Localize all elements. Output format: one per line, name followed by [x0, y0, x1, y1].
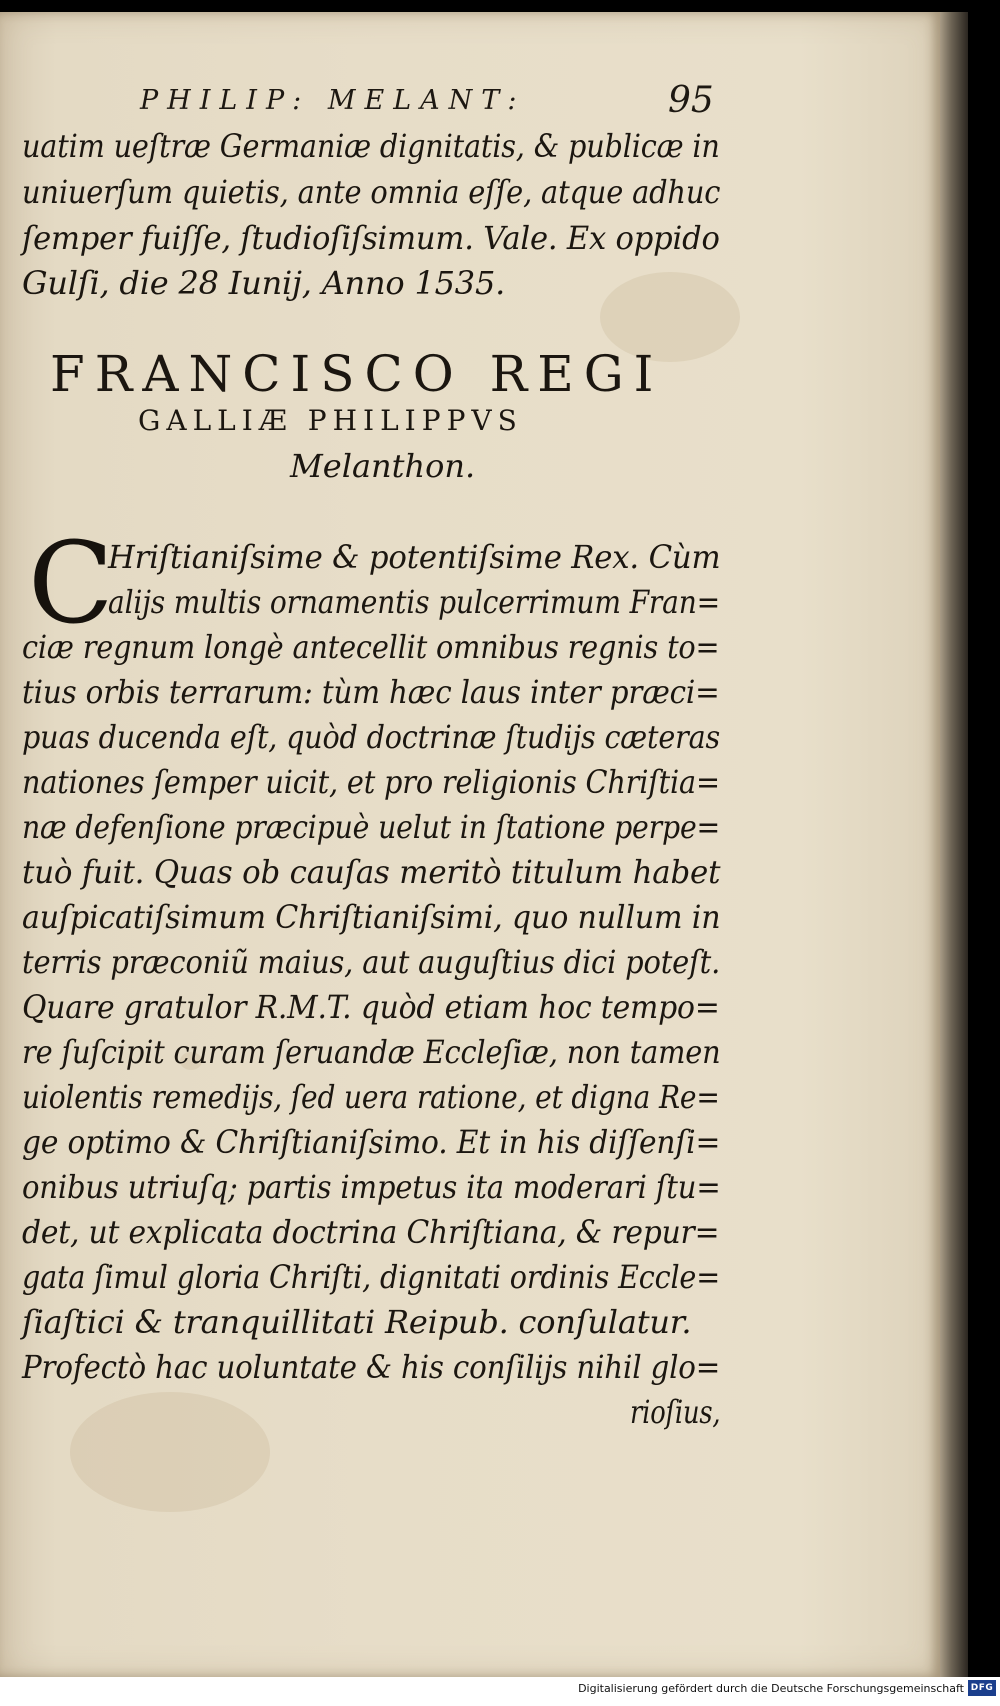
text-line: ſemper fuiſſe, ſtudioſiſsimum. Vale. Ex oppido — [22, 219, 720, 257]
paper-stain — [70, 1392, 270, 1512]
section-subheading: GALLIÆ PHILIPPVS — [138, 404, 523, 437]
catchword: rioſius, — [630, 1393, 721, 1431]
drop-cap: C — [28, 519, 114, 649]
body-line: alijs multis ornamentis pulcerrimum Fran= — [108, 583, 721, 621]
page-number: 95 — [668, 80, 714, 121]
text-line: uatim ueſtræ Germaniæ dignitatis, & publicæ in — [22, 127, 720, 165]
body-line: auſpicatiſsimum Chriſtianiſsimi, quo nullum in — [22, 898, 721, 936]
running-head: PHILIP: MELANT: — [140, 85, 526, 116]
body-line: uiolentis remedijs, ſed uera ratione, et digna Re= — [22, 1078, 720, 1116]
body-line: tuò fuit. Quas ob cauſas meritò titulum habet — [22, 853, 721, 891]
body-line: Profectò hac uoluntate & his conſilijs nihil glo= — [22, 1348, 721, 1386]
body-line: det, ut explicata doctrina Chriſtiana, & repur= — [22, 1213, 720, 1251]
body-line: ſiaſtici & tranquillitati Reipub. conſulatur. — [22, 1303, 692, 1341]
dfg-logo: DFG — [968, 1680, 996, 1696]
body-line: Quare gratulor R.M.T. quòd etiam hoc tempo= — [22, 988, 720, 1026]
body-line: Hriſtianiſsime & potentiſsime Rex. Cùm — [108, 538, 721, 576]
body-line: re ſuſcipit curam ſeruandæ Eccleſiæ, non tamen — [22, 1033, 721, 1071]
body-line: terris præconiũ maius, aut auguſtius dici poteſt. — [22, 943, 721, 981]
body-line: nationes ſemper uicit, et pro religionis Chriſtia= — [22, 763, 720, 801]
section-heading: FRANCISCO REGI — [50, 345, 664, 403]
body-line: puas ducenda eſt, quòd doctrinæ ſtudijs cæteras — [22, 718, 720, 756]
body-line: ge optimo & Chriſtianiſsimo. Et in his diſſenſi= — [22, 1123, 721, 1161]
page-edge — [940, 12, 968, 1677]
body-line: onibus utriuſq; partis impetus ita moderari ſtu= — [22, 1168, 721, 1206]
body-line: gata ſimul gloria Chriſti, dignitati ordinis Eccle= — [22, 1258, 720, 1296]
body-line: tius orbis terrarum: tùm hæc laus inter præci= — [22, 673, 720, 711]
text-line: uniuerſum quietis, ante omnia eſſe, atque adhuc — [22, 173, 721, 211]
footer-bar — [0, 1677, 1000, 1706]
author-name: Melanthon. — [290, 447, 476, 485]
body-line: ciæ regnum longè antecellit omnibus regnis to= — [22, 628, 720, 666]
body-line: næ defenſione præcipuè uelut in ſtatione perpe= — [22, 808, 721, 846]
text-line: Gulſi, die 28 Iunij, Anno 1535. — [22, 264, 506, 302]
funding-credit: Digitalisierung gefördert durch die Deutsche Forschungsgemeinschaft — [578, 1682, 964, 1695]
